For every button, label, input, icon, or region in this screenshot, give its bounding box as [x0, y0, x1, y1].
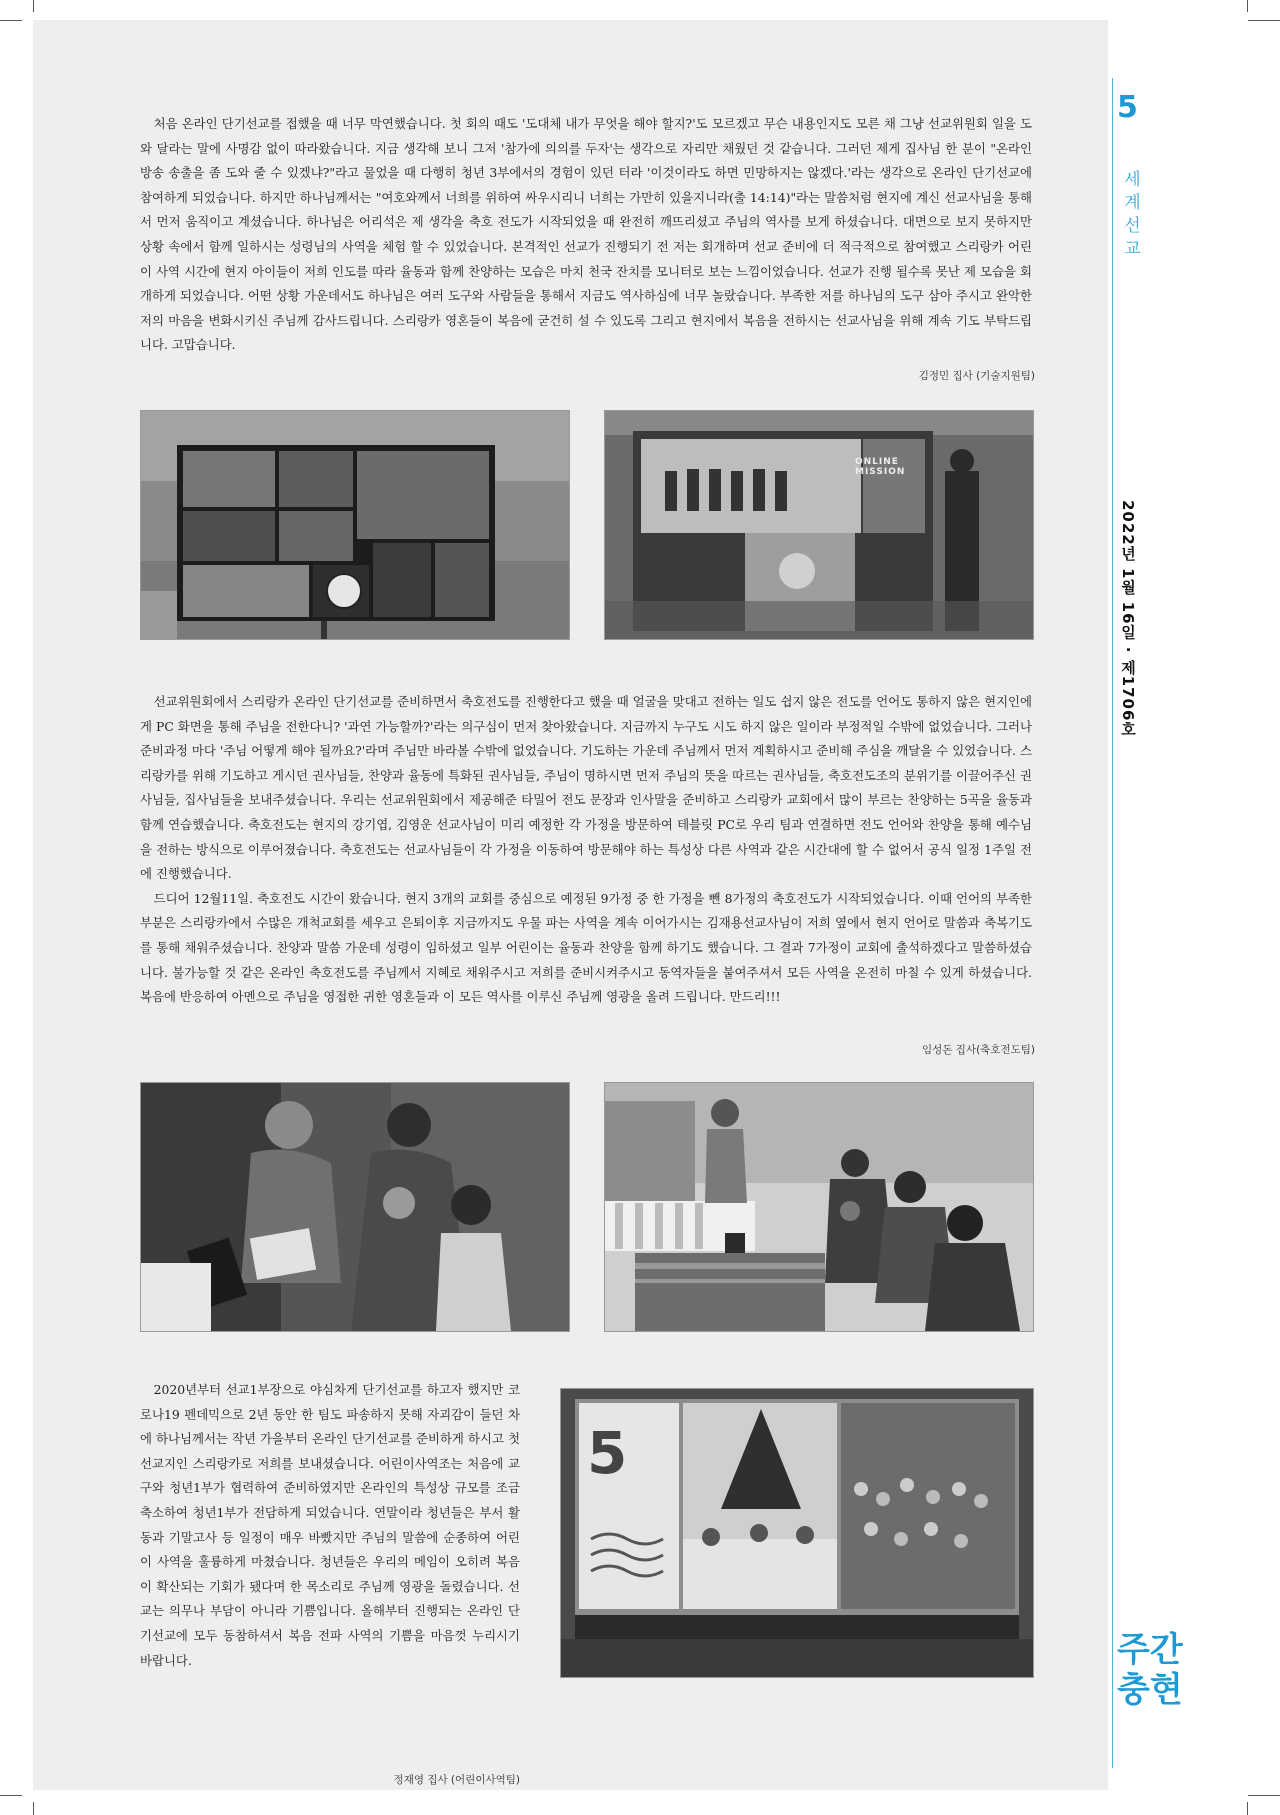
issue-date: 2022년 1월 16일 · 제1706호: [1119, 500, 1137, 738]
photo-online-mission-stream: [604, 410, 1034, 640]
article-3-paragraph: 2020년부터 선교1부장으로 야심차게 단기선교를 하고자 했지만 코로나19 펜데믹으로 2년 동안 한 팀도 파송하지 못해 자괴감이 들던 차에 하나님께서는 작년 가을부터 온라인 단기선교를 준비하게 하시고 첫 선교지인 스리랑카로 저희를 보내셨습니다. 어린이사역조는 처음에 교구와 청년1부가 협력하여 준비하였지만 온라인의 특성상 규모를 조금 축소하여 청년1부가 전담하게 되었습니다. 연말이라 청년들은 부서 활동과 기말고사 등 일정이 매우 바빴지만 주님의 말씀에 순종하여 어린이 사역을 훌륭하게 마쳤습니다. 청년들은 우리의 메임이 오히려 복음이 확산되는 기회가 됐다며 한 목소리로 주님께 영광을 돌렸습니다. 선교는 의무나 부담이 아니라 기쁨입니다. 올해부터 진행되는 온라인 단기선교에 모두 동참하셔서 복음 전파 사역의 기쁨을 마음껏 누리시기 바랍니다.: [140, 1382, 520, 1668]
photo-living-room-session: [604, 1082, 1034, 1332]
crop-mark: [33, 0, 34, 12]
photo-family-tablet: [140, 1082, 570, 1332]
publication-logo: [1117, 1630, 1183, 1710]
page-number: 5: [1117, 90, 1138, 125]
photo-big-number: 5: [587, 1419, 628, 1487]
photo-banner-text: ONLINE MISSION: [855, 457, 906, 477]
photo-kids-ministry-screen: [560, 1388, 1034, 1678]
article-3: [140, 1378, 520, 1673]
crop-mark: [33, 1802, 34, 1815]
crop-mark: [1248, 20, 1280, 21]
crop-mark: [0, 20, 22, 21]
crop-mark: [1248, 1795, 1280, 1796]
article-1-signature: 김정민 집사 (기술지원팀): [918, 370, 1035, 382]
photo-broadcast-monitor: [140, 410, 570, 640]
logo-line-1: 주간: [1117, 1630, 1183, 1670]
crop-mark: [1247, 1802, 1248, 1815]
article-2-paragraph: 드디어 12월11일. 축호전도 시간이 왔습니다. 현지 3개의 교회를 중심으로 예정된 9가정 중 한 가정을 뺀 8가정의 축호전도가 시작되었습니다. 이때 언어의 부족한 부분은 스리랑카에서 수많은 개척교회를 세우고 은퇴이후 지금까지도 우물 파는 사역을 계속 이어가시는 김재용선교사님이 저희 옆에서 현지 언어로 말씀과 축복기도를 통해 채워주셨습니다. 찬양과 말씀 가운데 성령이 임하셨고 일부 어린이는 율동과 찬양을 함께 하기도 했습니다. 그 결과 7가정이 교회에 출석하겠다고 말씀하셨습니다. 불가능할 것 같은 온라인 축호전도를 주님께서 지혜로 채워주시고 저희를 준비시켜주시고 동역자들을 붙여주셔서 모든 사역을 온전히 마칠 수 있게 하셨습니다. 복음에 반응하여 아멘으로 주님을 영접한 귀한 영혼들과 이 모든 역사를 이루신 주님께 영광을 올려 드립니다. 만드리!!!: [140, 890, 1033, 1005]
article-2: [140, 690, 1032, 1010]
section-title: 세계선교: [1120, 170, 1140, 262]
sidebar-rule: [1112, 78, 1113, 1768]
article-3-signature: 정재영 집사 (어린이사역팀): [393, 1774, 520, 1786]
crop-mark: [1247, 0, 1248, 12]
article-2-paragraph: 선교위원회에서 스리랑카 온라인 단기선교를 준비하면서 축호전도를 진행한다고 했을 때 얼굴을 맞대고 전하는 일도 쉽지 않은 전도를 언어도 통하지 않은 현지인에게 PC 화면을 통해 주님을 전한다니? '과연 가능할까?'라는 의구심이 먼저 찾아왔습니다. 지금까지 누구도 시도 하지 않은 일이라 부정적일 수밖에 없었습니다. 그러나 준비과정 마다 '주님 어떻게 해야 될까요?'라며 주님만 바라볼 수밖에 없었습니다. 기도하는 가운데 주님께서 먼저 계획하시고 준비해 주심을 깨달을 수 있었습니다. 스리랑카를 위해 기도하고 게시던 권사님들, 찬양과 율동에 특화된 권사님들, 주님이 명하시면 먼저 주님의 뜻을 따르는 권사님들, 축호전도조의 분위기를 이끌어주신 권사님들, 집사님들을 보내주셨습니다. 우리는 선교위원회에서 제공해준 타밀어 전도 문장과 인사말을 준비하고 스리랑카 교회에서 많이 부르는 찬양하는 5곡을 율동과 함께 연습했습니다. 축호전도는 현지의 강기엽, 김영운 선교사님이 미리 예정한 각 가정을 방문하여 테블릿 PC로 우리 팀과 연결하면 전도 언어와 찬양을 통해 예수님을 전하는 방식으로 이루어졌습니다. 축호전도는 선교사님들이 각 가정을 이동하여 방문해야 하는 특성상 다른 사역과 같은 시간대에 할 수 없어서 공식 일정 1주일 전에 진행했습니다.: [140, 694, 1032, 882]
crop-mark: [0, 1795, 22, 1796]
article-2-signature: 임성돈 집사(축호전도팀): [922, 1044, 1035, 1056]
logo-line-2: 충현: [1117, 1670, 1183, 1710]
article-1-paragraph: 처음 온라인 단기선교를 접했을 때 너무 막연했습니다. 첫 회의 때도 '도대체 내가 무엇을 해야 할지?'도 모르겠고 무슨 내용인지도 모른 채 그냥 선교위원회 일을 도와 달라는 말에 사명감 없이 따라왔습니다. 지금 생각해 보니 그저 '참가에 의의를 두자'는 생각으로 자리만 채웠던 것 같습니다. 그러던 제게 집사님 한 분이 "온라인 방송 송출을 좀 도와 줄 수 있겠냐?"라고 물었을 때 다행히 청년 3부에서의 경험이 있던 터라 '이것이라도 하면 민망하지는 않겠다.'라는 생각으로 온라인 단기선교에 참여하게 되었습니다. 하지만 하나님께서는 "여호와께서 너희를 위하여 싸우시리니 너희는 가만히 있을지니라(출 14:14)"라는 말씀처럼 현지에 계신 선교사님을 통해서 먼저 움직이고 계셨습니다. 하나님은 어리석은 제 생각을 축호 전도가 시작되었을 때 완전히 깨뜨리셨고 주님의 역사를 보게 하셨습니다. 대면으로 보지 못하지만 상황 속에서 함께 일하시는 성령님의 사역을 체험 할 수 있었습니다. 본격적인 선교가 진행되기 전 저는 회개하며 선교 준비에 더 적극적으로 참여했고 스리랑카 어린이 사역 시간에 현지 아이들이 저희 인도를 따라 율동과 함께 찬양하는 모습은 마치 천국 잔치를 모니터로 보는 느낌이었습니다. 선교가 진행 될수록 못난 제 모습을 회개하게 되었습니다. 어떤 상황 가운데서도 하나님은 여러 도구와 사람들을 통해서 지금도 역사하심에 너무 놀랐습니다. 부족한 저를 하나님의 도구 삼아 주시고 완악한 저의 마음을 변화시키신 주님께 감사드립니다. 스리랑카 영혼들이 복음에 굳건히 설 수 있도록 그리고 현지에서 복음을 전하시는 선교사님을 위해 계속 기도 부탁드립니다. 고맙습니다.: [140, 116, 1032, 353]
article-1: [140, 112, 1032, 358]
